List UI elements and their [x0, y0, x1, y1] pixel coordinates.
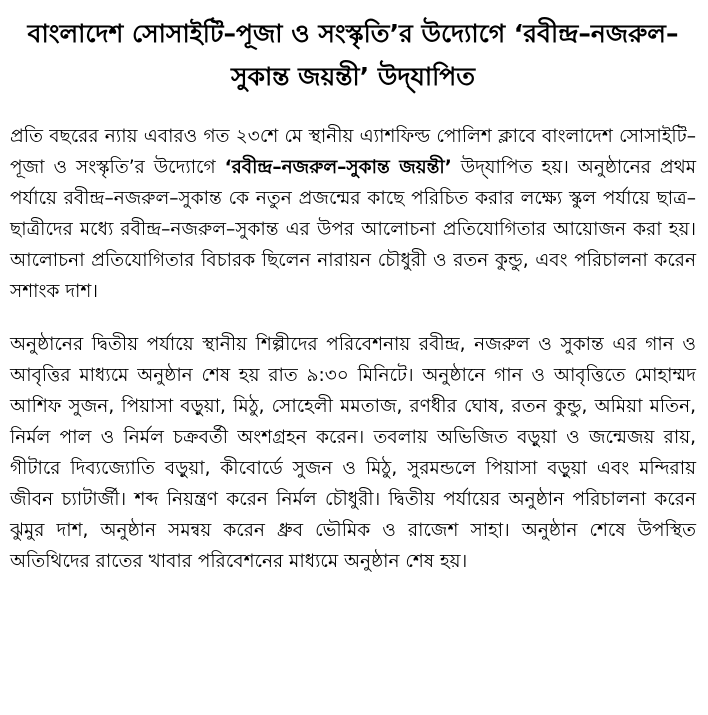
paragraph-1-text-end: উদ্‌যাপিত হয়। অনুষ্ঠানের প্রথম পর্যায়ে রবীন্দ্র–নজরুল–সুকান্ত কে নতুন প্রজন্মের কাছে পরিচিত করার লক্ষ্যে স্কুল পর্যায়ে ছাত্র–ছাত্রীদের মধ্যে রবীন্দ্র–নজরুল–সুকান্ত এর উপর আলোচনা প্রতিযোগিতার আয়োজন করা হয়। আলোচনা প্রতিযোগিতার বিচারক ছিলেন নারায়ন চৌধুরী ও রতন কুন্ডু, এবং পরিচালনা করেন সশাংক দাশ। [10, 157, 696, 302]
article-paragraph-2: অনুষ্ঠানের দ্বিতীয় পর্যায়ে স্থানীয় শিল্পীদের পরিবেশনায় রবীন্দ্র, নজরুল ও সুকান্ত এর গান ও আবৃত্তির মাধ্যমে অনুষ্ঠান শেষ হয় রাত ৯:৩০ মিনিটে। অনুষ্ঠানে গান ও আবৃত্তিতে মোহাম্মদ আশিফ সুজন, পিয়াসা বড়ুয়া, মিঠু, সোহেলী মমতাজ, রণধীর ঘোষ, রতন কুন্ডু, অমিয়া মতিন, নির্মল পাল ও নির্মল চক্রবর্তী অংশগ্রহন করেন। তবলায় অভিজিত বড়ুয়া ও জন্মেজয় রায়, গীটারে দিব্যজ্যোতি বড়ুয়া, কীবোর্ডে সুজন ও মিঠু, সুরমন্ডলে পিয়াসা বড়ুয়া এবং মন্দিরায় জীবন চ্যাটার্জী। শব্দ নিয়ন্ত্রণ করেন নির্মল চৌধুরী। দ্বিতীয় পর্যায়ের অনুষ্ঠান পরিচালনা করেন ঝুমুর দাশ, অনুষ্ঠান সমন্বয় করেন ধ্রুব ভৌমিক ও রাজেশ সাহা। অনুষ্ঠান শেষে উপস্থিত অতিথিদের রাতের খাবার পরিবেশনের মাধ্যমে অনুষ্ঠান শেষ হয়। [10, 334, 696, 572]
paragraph-1-text-start: প্রতি বছরের ন্যায় এবারও গত ২৩শে মে স্থানীয় এ্যাশফিল্ড পোলিশ ক্লাবে বাংলাদেশ সোসাইটি–পূজা ও সংস্কৃতি’র উদ্যোগে [10, 126, 696, 178]
event-name-highlight: ‘রবীন্দ্র–নজরুল–সুকান্ত জয়ন্তী’ [224, 157, 452, 178]
article-title: বাংলাদেশ সোসাইটি–পূজা ও সংস্কৃতি’র উদ্যোগে ‘রবীন্দ্র–নজরুল–সুকান্ত জয়ন্তী’ উদ্‌যাপিত [27, 19, 679, 91]
article-paragraph-1 [10, 121, 696, 307]
